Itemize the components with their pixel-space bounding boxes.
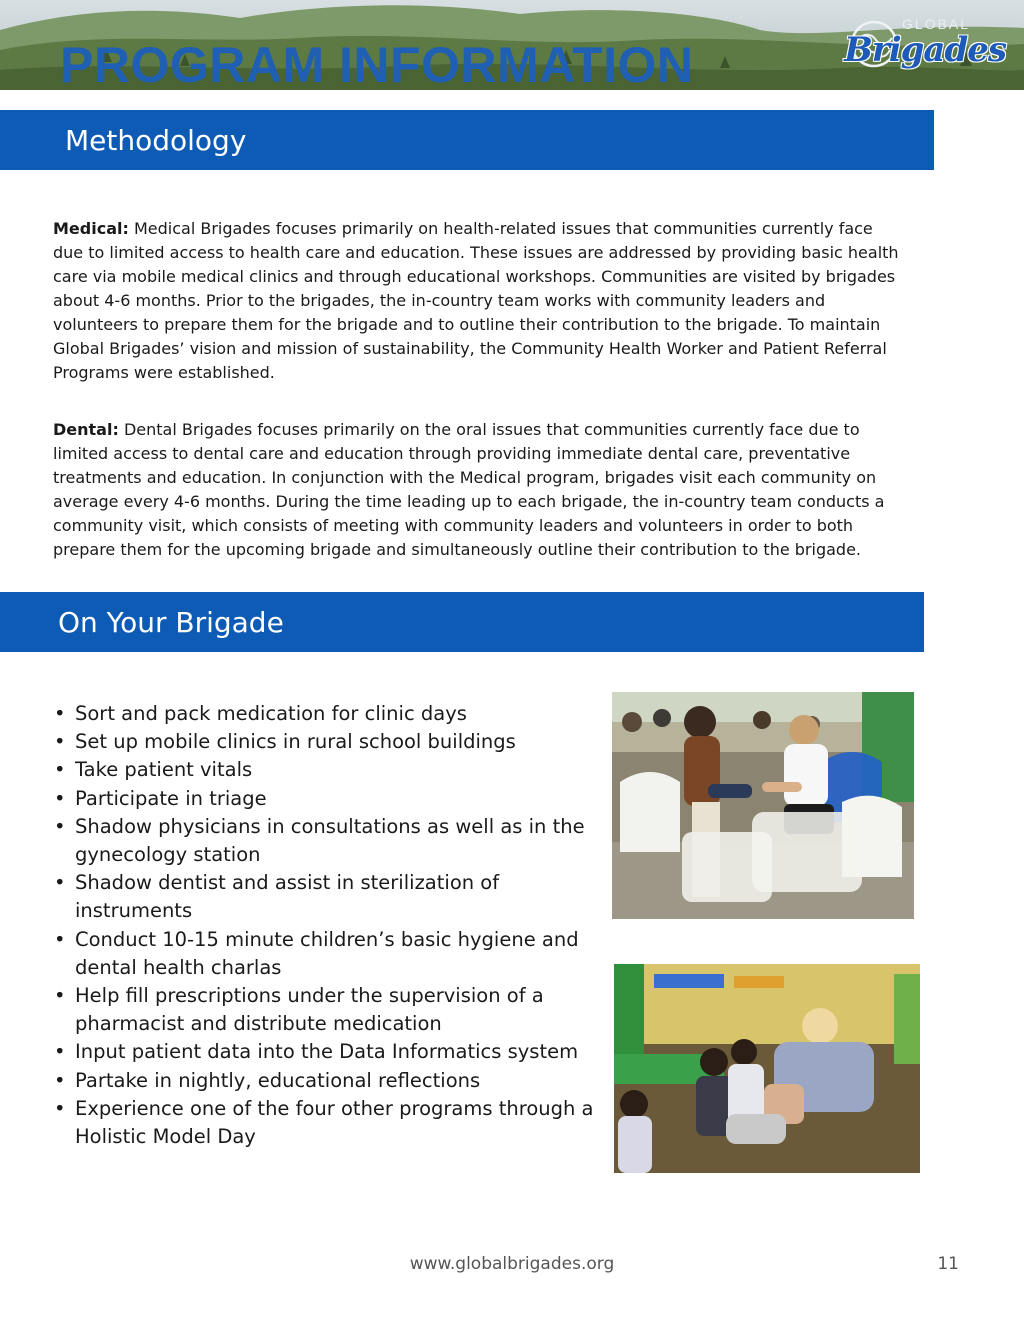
- dental-education-image: [614, 964, 920, 1173]
- list-item: • Experience one of the four other programs through a Holistic Model Day: [52, 1095, 612, 1151]
- list-item: • Input patient data into the Data Informatics system: [52, 1038, 612, 1066]
- methodology-section-heading: [0, 110, 934, 170]
- dental-text: Dental Brigades focuses primarily on the oral issues that communities currently face due to limited access to dental care and education through providing immediate dental care, preventative treatments and education. In conjunction with the Medical program, brigades visit each community on average every 4-6 months. During the time leading up to each brigade, the in-country team conducts a community visit, which consists of meeting with community leaders and volunteers in order to both prepare them for the upcoming brigade and simultaneously outline their contribution to the brigade.: [53, 420, 885, 559]
- brigade-activities-list: [52, 700, 612, 1151]
- header-banner: [0, 0, 1024, 90]
- list-item: • Take patient vitals: [52, 756, 612, 784]
- dental-paragraph: [53, 418, 903, 562]
- list-item: • Shadow physicians in consultations as well as in the gynecology station: [52, 813, 612, 869]
- on-your-brigade-section-heading: [0, 592, 924, 652]
- list-item: • Help fill prescriptions under the supervision of a pharmacist and distribute medication: [52, 982, 612, 1038]
- list-item: • Conduct 10-15 minute children’s basic hygiene and dental health charlas: [52, 926, 612, 982]
- methodology-heading-text: Methodology: [65, 123, 247, 157]
- medical-paragraph: [53, 217, 903, 385]
- list-item: • Set up mobile clinics in rural school buildings: [52, 728, 612, 756]
- page-title: PROGRAM INFORMATION: [60, 37, 694, 90]
- website-url: www.globalbrigades.org: [409, 1254, 615, 1274]
- global-brigades-logo: [844, 8, 1014, 80]
- logo-script-text: Brigades: [844, 30, 1006, 70]
- list-item: • Shadow dentist and assist in sterilization of instruments: [52, 869, 612, 925]
- clinic-vitals-photo: [612, 692, 914, 919]
- on-your-brigade-heading-text: On Your Brigade: [58, 605, 284, 639]
- logo-small-text: GLOBAL: [901, 16, 970, 32]
- list-item: • Participate in triage: [52, 785, 612, 813]
- medical-text: Medical Brigades focuses primarily on health-related issues that communities currently face due to limited access to health care and education. These issues are addressed by providing basic health care via mobile medical clinics and through educational workshops. Communities are visited by brigades about 4-6 months. Prior to the brigades, the in-country team works with community leaders and volunteers to prepare them for the brigade and to outline their contribution to the brigade. To maintain Global Brigades’ vision and mission of sustainability, the Community Health Worker and Patient Referral Programs were established.: [53, 219, 899, 382]
- list-item: • Partake in nightly, educational reflections: [52, 1067, 612, 1095]
- medical-label: Medical:: [53, 219, 129, 238]
- dental-education-photo: [614, 964, 920, 1173]
- clinic-vitals-image: [612, 692, 914, 919]
- list-item: • Sort and pack medication for clinic days: [52, 700, 612, 728]
- page-number: 11: [937, 1254, 959, 1274]
- dental-label: Dental:: [53, 420, 119, 439]
